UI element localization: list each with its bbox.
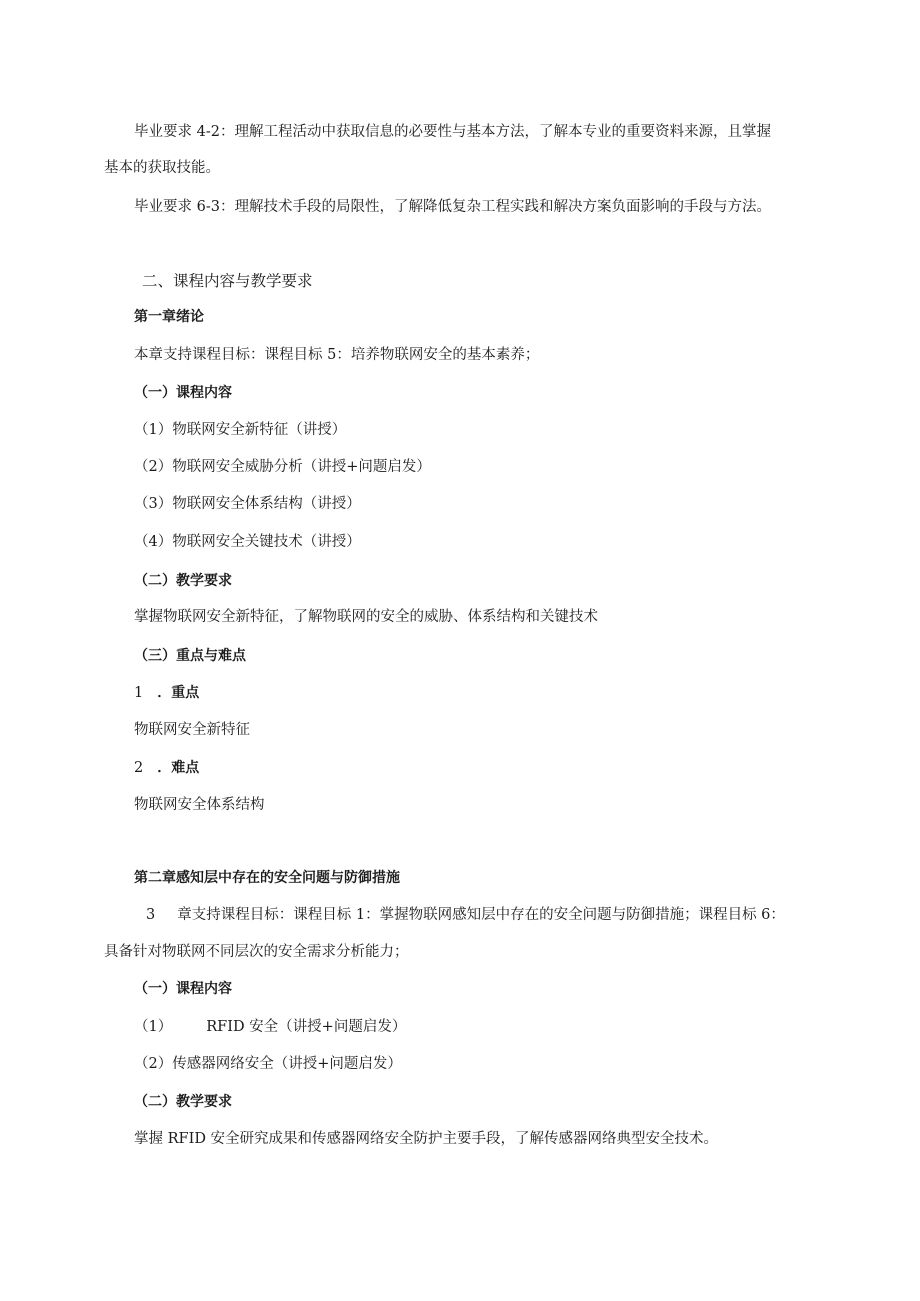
chapter2-item bbox=[134, 1017, 406, 1037]
chapter1-item: （1）物联网安全新特征（讲授） bbox=[134, 422, 347, 438]
chapter1-item: （2）物联网安全威胁分析（讲授+问题启发） bbox=[134, 459, 431, 475]
chapter2-item: （2）传感器网络安全（讲授+问题启发） bbox=[134, 1056, 402, 1072]
key-point-label: ．重点 bbox=[157, 685, 200, 701]
chapter2-support-line1 bbox=[146, 905, 785, 925]
chapter2-title: 第二章感知层中存在的安全问题与防御措施 bbox=[134, 870, 400, 886]
chapter1-key-heading: （三）重点与难点 bbox=[134, 648, 246, 664]
chapter2-support-text: 章支持课程目标：课程目标 1：掌握物联网感知层中存在的安全问题与防御措施；课程目标 6： bbox=[177, 907, 785, 923]
chapter1-support: 本章支持课程目标：课程目标 5：培养物联网安全的基本素养； bbox=[134, 347, 540, 363]
chapter2-support-number: 3 bbox=[146, 907, 156, 923]
chapter1-content-heading: （一）课程内容 bbox=[134, 385, 232, 401]
chapter2-req-text: 掌握 RFID 安全研究成果和传感器网络安全防护主要手段，了解传感器网络典型安全技术。 bbox=[134, 1131, 719, 1147]
grad-req-4-2-line2: 基本的获取技能。 bbox=[104, 160, 220, 176]
chapter1-title: 第一章绪论 bbox=[134, 309, 204, 325]
difficult-point-label: ．难点 bbox=[157, 760, 200, 776]
chapter2-req-heading: （二）教学要求 bbox=[134, 1094, 232, 1110]
key-point-heading bbox=[134, 683, 199, 703]
difficult-point-heading bbox=[134, 758, 199, 778]
grad-req-4-2-line1: 毕业要求 4-2：理解工程活动中获取信息的必要性与基本方法，了解本专业的重要资料来源，且掌握 bbox=[134, 124, 771, 140]
chapter2-content-heading: （一）课程内容 bbox=[134, 981, 232, 997]
chapter2-item-number: （1） bbox=[134, 1019, 173, 1035]
grad-req-6-3: 毕业要求 6-3：理解技术手段的局限性，了解降低复杂工程实践和解决方案负面影响的手段与方法。 bbox=[134, 199, 771, 215]
difficult-point-text: 物联网安全体系结构 bbox=[134, 797, 265, 813]
chapter1-item: （4）物联网安全关键技术（讲授） bbox=[134, 534, 361, 550]
chapter2-item-text: RFID 安全（讲授+问题启发） bbox=[206, 1019, 407, 1035]
chapter1-req-heading: （二）教学要求 bbox=[134, 573, 232, 589]
difficult-point-number: 2 bbox=[134, 760, 144, 776]
chapter1-item: （3）物联网安全体系结构（讲授） bbox=[134, 496, 361, 512]
chapter2-support-line2: 具备针对物联网不同层次的安全需求分析能力； bbox=[104, 944, 409, 960]
section-title: 二、课程内容与教学要求 bbox=[142, 272, 313, 290]
key-point-text: 物联网安全新特征 bbox=[134, 722, 250, 738]
key-point-number: 1 bbox=[134, 685, 144, 701]
chapter1-req-text: 掌握物联网安全新特征，了解物联网的安全的威胁、体系结构和关键技术 bbox=[134, 609, 598, 625]
